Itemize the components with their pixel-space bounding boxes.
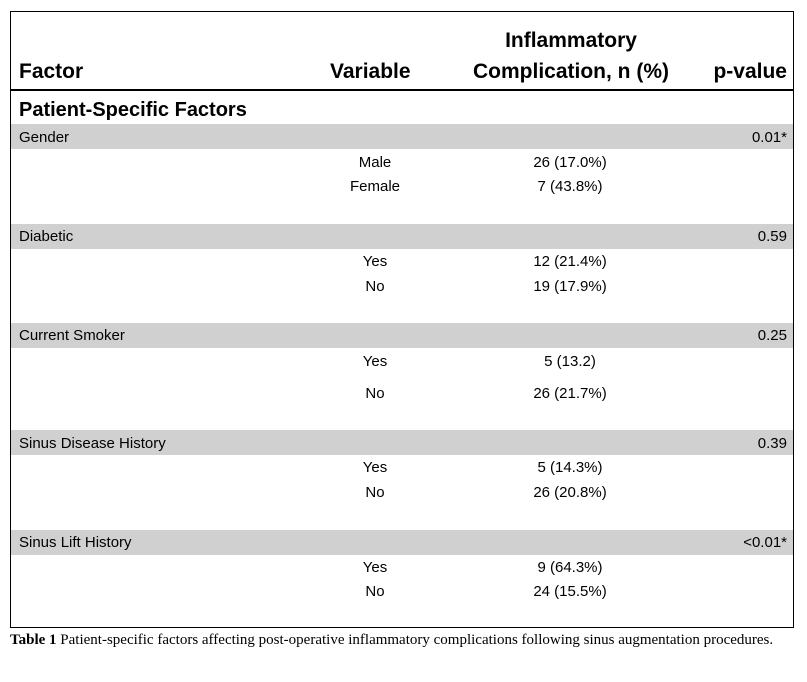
- header-factor: Factor: [19, 60, 84, 83]
- header-complication-line1: Inflammatory: [505, 29, 637, 52]
- factor-label: Current Smoker: [19, 327, 125, 344]
- complication-cell: 19 (17.9%): [533, 278, 607, 295]
- factor-pvalue: 0.25: [757, 327, 787, 344]
- variable-cell: Female: [349, 178, 401, 195]
- factor-label: Sinus Lift History: [19, 534, 132, 551]
- factor-pvalue: 0.39: [757, 435, 787, 452]
- variable-cell: Male: [358, 154, 392, 171]
- factor-label: Diabetic: [19, 228, 74, 245]
- complication-cell: 26 (17.0%): [533, 154, 607, 171]
- complication-cell: 26 (21.7%): [533, 385, 607, 402]
- factor-pvalue: <0.01*: [743, 534, 787, 551]
- header-complication-line2: Complication, n (%): [473, 60, 669, 83]
- variable-cell: Yes: [362, 459, 388, 476]
- variable-cell: Yes: [362, 253, 388, 270]
- factor-pvalue: 0.01*: [751, 129, 787, 146]
- section-title: Patient-Specific Factors: [19, 99, 247, 121]
- caption-text: Patient-specific factors affecting post-operative inflammatory complications following sinus augmentation procedures.: [56, 632, 774, 648]
- table-caption: [10, 631, 780, 650]
- variable-cell: Yes: [362, 353, 388, 370]
- factor-band: [11, 224, 793, 249]
- variable-cell: No: [365, 278, 385, 295]
- complication-cell: 9 (64.3%): [537, 559, 603, 576]
- factor-pvalue: 0.59: [757, 228, 787, 245]
- caption-label: Table 1: [10, 632, 57, 648]
- variable-cell: No: [365, 583, 385, 600]
- header-rule: [11, 89, 793, 91]
- factor-band: [11, 323, 793, 348]
- variable-cell: Yes: [362, 559, 388, 576]
- complication-cell: 26 (20.8%): [533, 484, 607, 501]
- complication-cell: 5 (13.2): [544, 353, 596, 370]
- complication-cell: 7 (43.8%): [537, 178, 603, 195]
- complication-cell: 24 (15.5%): [533, 583, 607, 600]
- factor-band: [11, 124, 793, 149]
- header-variable: Variable: [330, 60, 411, 83]
- factor-label: Gender: [19, 129, 70, 146]
- header-pvalue: p-value: [713, 60, 787, 83]
- variable-cell: No: [365, 385, 385, 402]
- factor-label: Sinus Disease History: [19, 435, 166, 452]
- variable-cell: No: [365, 484, 385, 501]
- complication-cell: 5 (14.3%): [537, 459, 603, 476]
- complication-cell: 12 (21.4%): [533, 253, 607, 270]
